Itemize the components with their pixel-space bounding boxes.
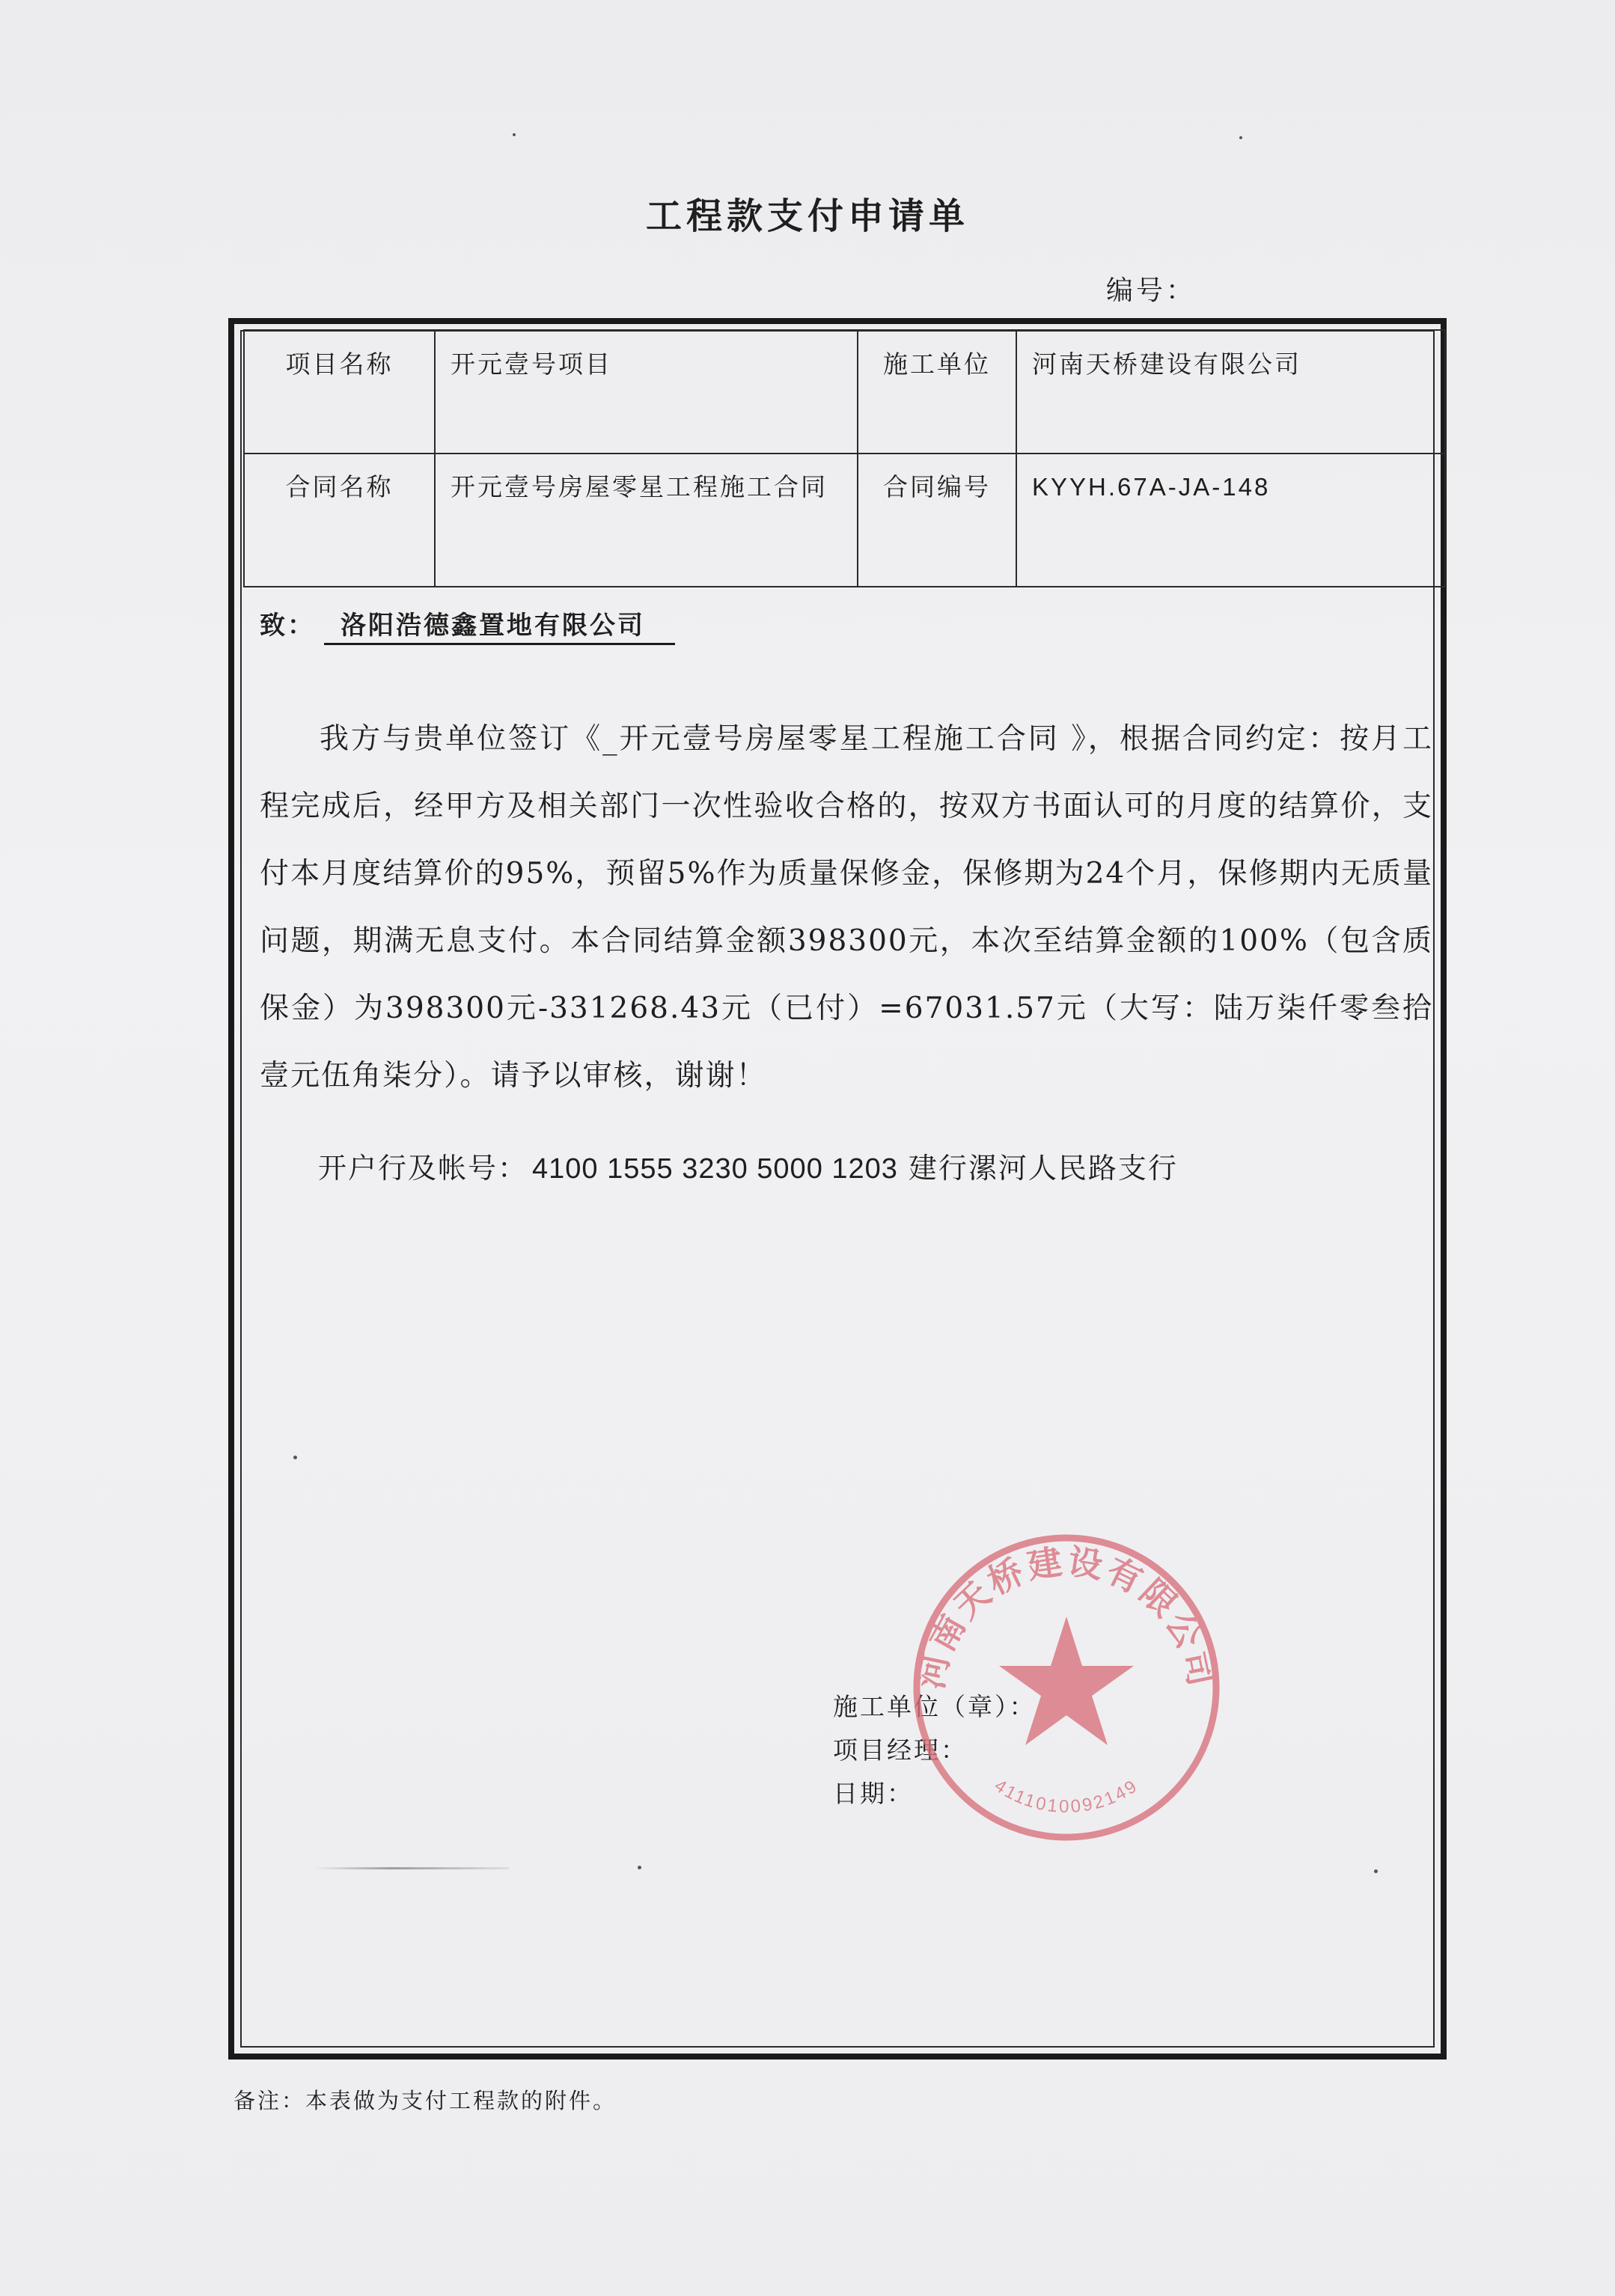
bank-account-line xyxy=(318,1145,1178,1186)
contract-name-label: 合同名称 xyxy=(244,454,435,587)
bank-account-number: 4100 1555 3230 5000 1203 xyxy=(532,1153,898,1185)
signature-unit-label: 施工单位（章）： xyxy=(833,1692,1037,1721)
document-title: 工程款支付申请单 xyxy=(645,195,969,237)
info-table xyxy=(243,329,1446,587)
footnote: 备注：本表做为支付工程款的附件。 xyxy=(233,2088,617,2113)
addressee-prefix: 致： xyxy=(260,611,315,641)
body-paragraph: 我方与贵单位签订《_开元壹号房屋零星工程施工合同 》，根据合同约定：按月工程完成后，经甲方及相关部门一次性验收合格的，按双方书面认可的月度的结算价，支付本月度结算价的95%，预留5%作为质量保修金，保修期为24个月，保修期内无质量问题，期满无息支付。本合同结算金额398300元，本次至结算金额的100%（包含质保金）为398300元-331268.43元（已付）=67031.57元（大写：陆万柒仟零叁拾壹元伍角柒分）。请予以审核，谢谢！ xyxy=(260,722,1433,1093)
paper-speck xyxy=(1374,1869,1378,1873)
seal-company-text: 河南天桥建设有限公司 xyxy=(910,1541,1223,1693)
paper-speck xyxy=(293,1456,297,1459)
contract-no-label: 合同编号 xyxy=(858,454,1016,587)
table-row xyxy=(244,330,1445,454)
paper-speck xyxy=(513,133,516,136)
paper-smudge xyxy=(314,1867,509,1869)
contract-no-value: KYYH.67A-JA-148 xyxy=(1016,454,1445,587)
signature-date-label: 日期： xyxy=(833,1779,914,1808)
contractor-value: 河南天桥建设有限公司 xyxy=(1016,330,1445,454)
seal-star-icon xyxy=(999,1616,1134,1745)
paper-speck xyxy=(1239,136,1242,139)
addressee-name: 洛阳浩德鑫置地有限公司 xyxy=(324,605,675,645)
paper-speck xyxy=(638,1866,641,1869)
bank-label: 开户行及帐号： xyxy=(318,1152,528,1185)
project-name-value: 开元壹号项目 xyxy=(435,330,858,454)
signature-manager-label: 项目经理： xyxy=(833,1735,968,1765)
bank-branch: 建行漯河人民路支行 xyxy=(908,1152,1178,1185)
company-seal xyxy=(906,1527,1227,1848)
table-row xyxy=(244,454,1445,587)
project-name-label: 项目名称 xyxy=(244,330,435,454)
seal-code-text: 4111010092149 xyxy=(990,1775,1143,1817)
addressee-line xyxy=(260,605,675,645)
contractor-label: 施工单位 xyxy=(858,330,1016,454)
contract-name-value: 开元壹号房屋零星工程施工合同 xyxy=(435,454,858,587)
serial-number-label: 编号： xyxy=(1106,275,1197,306)
